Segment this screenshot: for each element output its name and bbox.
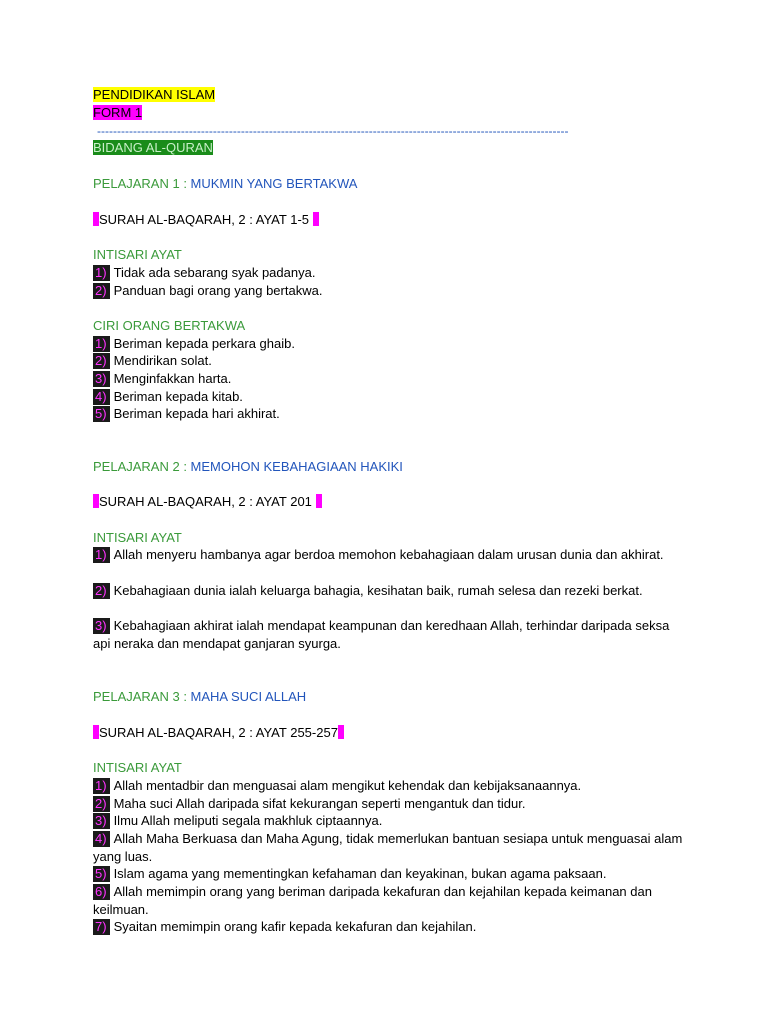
item-text: Kebahagiaan dunia ialah keluarga bahagia, kesihatan baik, rumah selesa dan rezeki berkat. — [113, 583, 643, 598]
lesson-1-intisari-heading: INTISARI AYAT — [93, 247, 182, 262]
lesson-2-intisari-heading: INTISARI AYAT — [93, 530, 182, 545]
item-number: 1) — [93, 547, 110, 563]
list-item — [93, 582, 683, 600]
item-text: Ilmu Allah meliputi segala makhluk ciptaannya. — [113, 813, 383, 828]
lesson-3-heading — [93, 688, 306, 706]
list-item — [93, 617, 683, 653]
list-item — [93, 370, 231, 388]
list-item — [93, 795, 683, 813]
item-number: 2) — [93, 583, 110, 599]
item-number: 7) — [93, 919, 110, 935]
list-item — [93, 388, 243, 406]
item-number: 2) — [93, 353, 110, 369]
item-text: Kebahagiaan akhirat ialah mendapat keampunan dan keredhaan Allah, terhindar daripada seksa api neraka dan mendapat ganjaran syurga. — [93, 618, 670, 651]
item-text: Islam agama yang mementingkan kefahaman dan keyakinan, bukan agama paksaan. — [113, 866, 607, 881]
list-item — [93, 264, 315, 282]
item-text: Allah Maha Berkuasa dan Maha Agung, tidak memerlukan bantuan sesiapa untuk menguasai alam yang luas. — [93, 831, 683, 864]
item-number: 5) — [93, 406, 110, 422]
surah-marker-right — [316, 494, 322, 508]
list-item — [93, 282, 322, 300]
lesson-3-surah-text: SURAH AL-BAQARAH, 2 : AYAT 255-257 — [99, 725, 338, 740]
list-item — [93, 812, 683, 830]
item-text: Tidak ada sebarang syak padanya. — [113, 265, 316, 280]
doc-title-text: PENDIDIKAN ISLAM — [93, 87, 216, 102]
item-number: 3) — [93, 371, 110, 387]
item-text: Panduan bagi orang yang bertakwa. — [113, 283, 323, 298]
item-number: 1) — [93, 778, 110, 794]
item-text: Syaitan memimpin orang kafir kepada kekafuran dan kejahilan. — [113, 919, 477, 934]
item-number: 1) — [93, 265, 110, 281]
item-number: 3) — [93, 618, 110, 634]
item-text: Beriman kepada kitab. — [113, 389, 243, 404]
item-text: Allah memimpin orang yang beriman daripada kekafuran dan kejahilan kepada keimanan dan keilmuan. — [93, 884, 652, 917]
lesson-1-ciri-heading: CIRI ORANG BERTAKWA — [93, 318, 246, 333]
form-label-text: FORM 1 — [93, 105, 143, 120]
item-number: 5) — [93, 866, 110, 882]
divider-line: ---------------------------------------------------------------------------------------------------------------------- — [97, 124, 569, 138]
lesson-3-name: MAHA SUCI ALLAH — [190, 689, 307, 704]
bidang-heading-text: BIDANG AL-QURAN — [93, 140, 213, 155]
item-number: 3) — [93, 813, 110, 829]
list-item — [93, 405, 280, 423]
lesson-2-name: MEMOHON KEBAHAGIAAN HAKIKI — [190, 459, 403, 474]
list-item — [93, 352, 212, 370]
surah-marker-right — [338, 725, 344, 739]
surah-marker-right — [313, 212, 319, 226]
bidang-heading — [93, 139, 213, 157]
list-item — [93, 865, 683, 883]
item-number: 2) — [93, 796, 110, 812]
lesson-2-prefix: PELAJARAN 2 : — [93, 459, 191, 474]
lesson-3-prefix: PELAJARAN 3 : — [93, 689, 191, 704]
item-text: Menginfakkan harta. — [113, 371, 232, 386]
list-item — [93, 883, 683, 919]
lesson-1-name: MUKMIN YANG BERTAKWA — [190, 176, 358, 191]
item-text: Allah menyeru hambanya agar berdoa memohon kebahagiaan dalam urusan dunia dan akhirat. — [113, 547, 664, 562]
lesson-1-prefix: PELAJARAN 1 : — [93, 176, 191, 191]
item-text: Maha suci Allah daripada sifat kekurangan seperti mengantuk dan tidur. — [113, 796, 526, 811]
lesson-3-surah — [93, 724, 344, 742]
form-label — [93, 104, 142, 122]
item-number: 4) — [93, 831, 110, 847]
list-item — [93, 918, 683, 936]
list-item — [93, 546, 683, 564]
lesson-1-surah — [93, 211, 319, 229]
doc-title — [93, 86, 215, 104]
list-item — [93, 335, 295, 353]
item-text: Allah mentadbir dan menguasai alam mengikut kehendak dan kebijaksanaannya. — [113, 778, 582, 793]
lesson-2-heading — [93, 458, 403, 476]
lesson-2-surah — [93, 493, 322, 511]
lesson-2-surah-text: SURAH AL-BAQARAH, 2 : AYAT 201 — [99, 494, 312, 509]
item-text: Mendirikan solat. — [113, 353, 212, 368]
lesson-1-heading — [93, 175, 357, 193]
item-number: 6) — [93, 884, 110, 900]
item-text: Beriman kepada hari akhirat. — [113, 406, 280, 421]
item-number: 2) — [93, 283, 110, 299]
item-number: 1) — [93, 336, 110, 352]
lesson-1-surah-text: SURAH AL-BAQARAH, 2 : AYAT 1-5 — [99, 212, 309, 227]
item-text: Beriman kepada perkara ghaib. — [113, 336, 295, 351]
list-item — [93, 830, 683, 866]
item-number: 4) — [93, 389, 110, 405]
lesson-3-intisari-heading: INTISARI AYAT — [93, 760, 182, 775]
list-item — [93, 777, 683, 795]
